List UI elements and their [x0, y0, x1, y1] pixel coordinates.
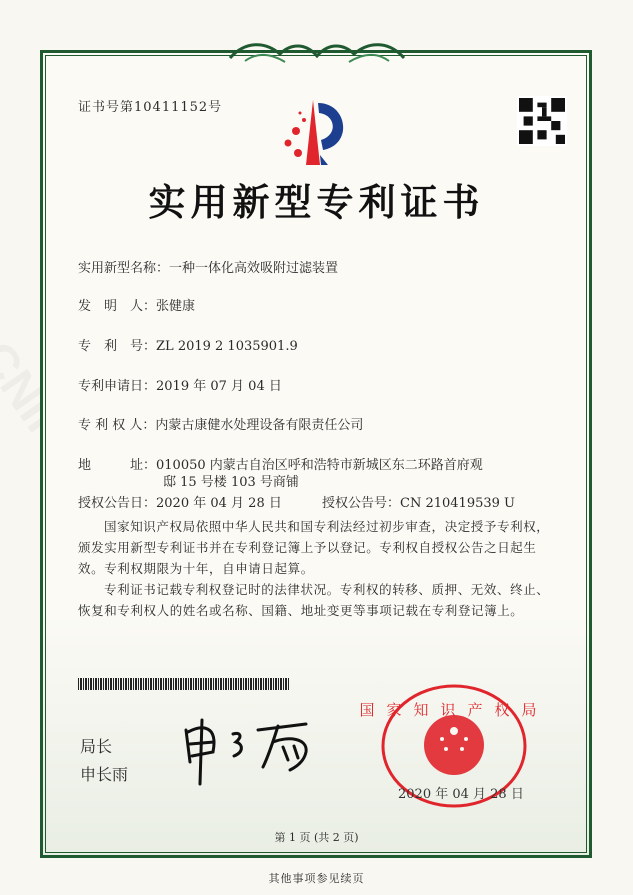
field-label: 地 址：	[78, 458, 157, 473]
field-address-line2	[163, 471, 299, 490]
director-signature	[178, 712, 323, 787]
field-value: 一种一体化高效吸附过滤装置	[169, 261, 339, 276]
field-label: 授权公告日：	[78, 496, 157, 511]
field-patentee	[78, 414, 363, 433]
field-label: 专利申请日：	[78, 379, 157, 394]
director-name: 申长雨	[80, 765, 129, 784]
svg-text:国家知识产权局: 国家知识产权局	[359, 701, 549, 719]
field-value: 邸 15 号楼 103 号商铺	[163, 475, 299, 490]
field-label: 专 利 权 人：	[78, 418, 156, 433]
field-patent-number	[78, 335, 298, 354]
continued-note: 其他事项参见续页	[268, 872, 365, 885]
field-value: 内蒙古康健水处理设备有限责任公司	[155, 418, 364, 433]
field-value: CN 210419539 U	[400, 496, 515, 511]
field-application-date	[78, 375, 282, 394]
certificate-number: 证书号第10411152号	[78, 100, 223, 115]
field-value: 2019 年 07 月 04 日	[156, 379, 282, 394]
qr-code	[517, 96, 567, 146]
seal-date: 2020 年 04 月 28 日	[398, 787, 524, 802]
statement-paragraph: 国家知识产权局依照中华人民共和国专利法经过初步审查，决定授予专利权，颁发实用新型专利证书并在专利登记簿上予以登记。专利权自授权公告之日起生效。专利权期限为十年，自申请日起算。	[78, 519, 550, 576]
field-label: 专 利 号：	[78, 339, 157, 354]
field-utility-model-name	[78, 257, 338, 276]
field-value: 010050 内蒙古自治区呼和浩特市新城区东二环路首府观	[156, 458, 483, 473]
field-value: 张健康	[156, 299, 196, 314]
director-title: 局长	[80, 737, 113, 756]
field-grant-date	[78, 492, 282, 511]
cnipa-logo	[268, 95, 368, 170]
certificate-title: 实用新型专利证书	[148, 180, 485, 224]
field-value: 2020 年 04 月 28 日	[156, 496, 282, 511]
barcode	[78, 678, 290, 690]
ornament-top	[225, 36, 409, 66]
page-indicator: 第 1 页 (共 2 页)	[274, 831, 359, 844]
statement-paragraph: 专利证书记载专利权登记时的法律状况。专利权的转移、质押、无效、终止、恢复和专利权人的姓名或名称、国籍、地址变更等事项记载在专利登记簿上。	[78, 582, 550, 618]
field-value: ZL 2019 2 1035901.9	[156, 339, 298, 354]
field-inventor	[78, 295, 195, 314]
field-grant-number	[322, 492, 515, 511]
director-block	[80, 733, 128, 789]
field-label: 授权公告号：	[322, 496, 401, 511]
field-label: 发 明 人：	[78, 299, 157, 314]
field-label: 实用新型名称：	[78, 261, 170, 276]
